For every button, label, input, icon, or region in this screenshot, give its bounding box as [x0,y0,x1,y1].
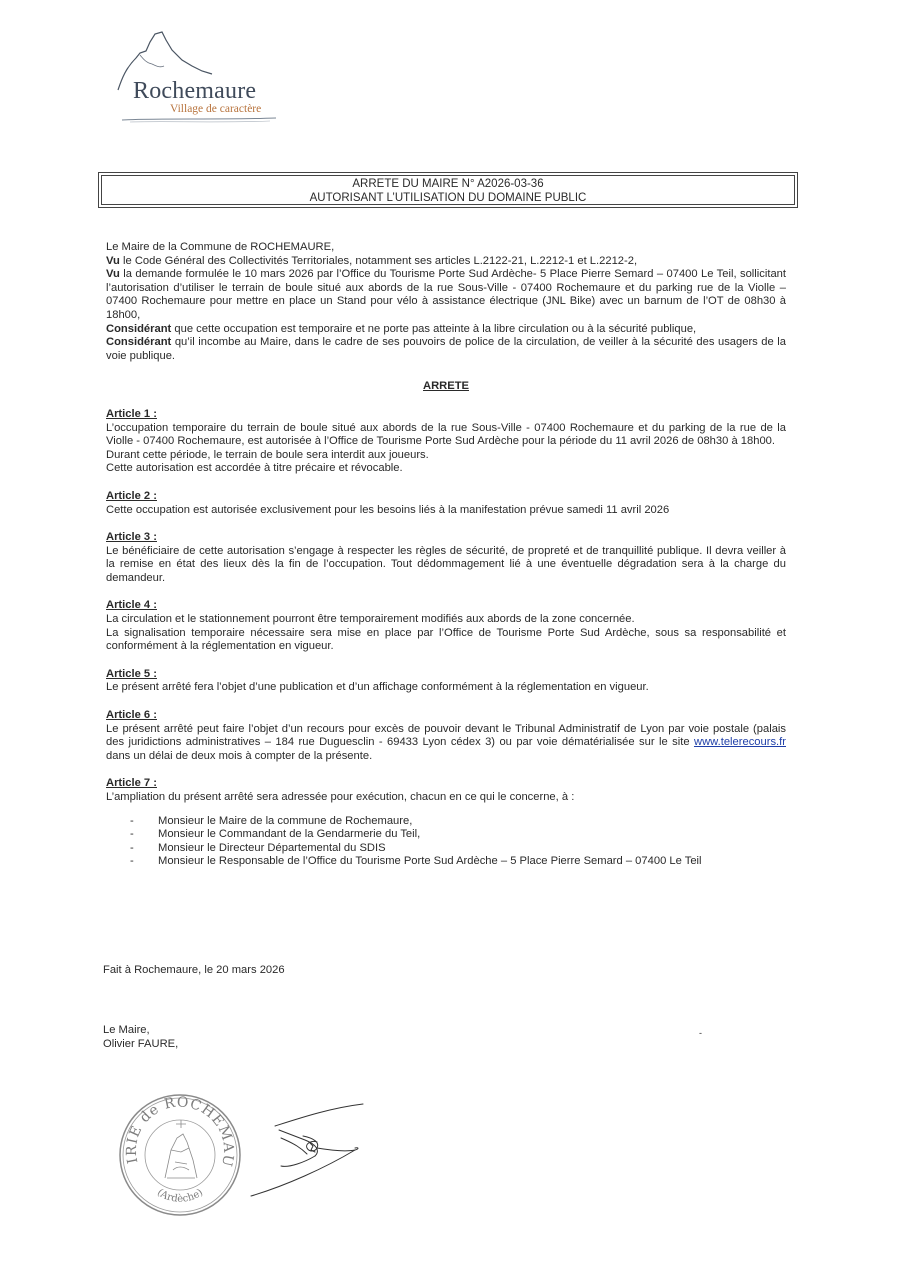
article-text: L’ampliation du présent arrêté sera adressée pour exécution, chacun en ce qui le concerne, à : [106,791,575,803]
preamble-intro: Le Maire de la Commune de ROCHEMAURE, [106,241,335,253]
logo [100,28,300,133]
signatory-name: Olivier FAURE, [103,1037,179,1050]
article-text: La circulation et le stationnement pourront être temporairement modifiés aux abords de la zone concernée. [106,613,635,626]
logo-tagline: Village de caractère [170,103,262,115]
svg-text:MAIRIE de ROCHEMAURE [115,1090,236,1169]
article-text [106,723,786,764]
article-text: L’occupation temporaire du terrain de boule situé aux abords de la rue Sous-Ville - 07400 Rochemaure et du parking de la rue de la Violle - 07400 Rochemaure, est autorisée à l’Office de Tourisme Porte Sud Ardèche pour la période du 11 avril 2026 de 08h30 à 18h00. [106,421,786,448]
article-text: Cette autorisation est accordée à titre précaire et révocable. [106,462,403,475]
recipient-item: - Monsieur le Directeur Départemental du SDIS [106,842,786,856]
arrete-heading: ARRETE [423,380,469,393]
logo-name: Rochemaure [133,78,257,104]
title-inner [101,175,795,205]
preamble-considerant-2 [106,336,786,363]
article-text: Le bénéficiaire de cette autorisation s’engage à respecter les règles de sécurité, de propreté et de tranquillité publique. Il devra veiller à la remise en état des lieux dès la fin de l’occupation. Tout dédommagement lié à une éventuelle dégradation sera à la charge du demandeur. [106,544,786,584]
official-seal [115,1090,245,1220]
article-7 [106,777,786,869]
seal-stamp-icon [115,1090,245,1220]
considerant-label: Considérant [106,336,172,349]
seal-top-text: IRIE de ROCHEMAU [123,1094,237,1169]
vu-label: Vu [106,268,120,281]
considerant-label: Considérant [106,322,172,335]
preamble-vu-2 [106,268,786,322]
recipient-item: - Monsieur le Responsable de l’Office du Tourisme Porte Sud Ardèche – 5 Place Pierre Semard – 07400 Le Teil [106,855,786,869]
decree-number: ARRETE DU MAIRE N° A2026-03-36 [352,178,544,190]
article-text: La signalisation temporaire nécessaire sera mise en place par l’Office de Tourisme Porte Sud Ardèche, sous sa responsabilité et conformément à la réglementation en vigueur. [106,626,786,653]
recipient-item: - Monsieur le Commandant de la Gendarmerie du Teil, [106,828,786,842]
article-text-part: Le présent arrêté peut faire l’objet d’un recours pour excès de pouvoir devant le Tribunal Administratif de Lyon par voie postale (palais des juridictions administratives – 184 rue Duguesclin - 69433 Lyon cédex 3) ou par voie dématérialisée sur le site [106,722,786,749]
stray-mark: - [699,1028,702,1038]
preamble-considerant-1 [106,323,786,337]
article-text-part: dans un délai de deux mois à compter de la présente. [106,749,373,762]
article-text: Durant cette période, le terrain de boule sera interdit aux joueurs. [106,448,429,461]
document-body [106,241,786,869]
decree-subject: AUTORISANT L’UTILISATION DU DOMAINE PUBLIC [309,192,587,204]
considerant-text: qu’il incombe au Maire, dans le cadre de ses pouvoirs de police de la circulation, de veiller à la sécurité des usagers de la voie publique. [106,336,786,362]
article-title: Article 3 : [106,531,157,544]
preamble-vu-1 [106,255,786,269]
vu-text: le Code Général des Collectivités Territoriales, notamment ses articles L.2122-21, L.2212-1 et L.2212-2, [119,254,638,267]
signature-scribble-icon [245,1098,385,1203]
article-3 [106,531,786,585]
recipient-list [106,815,786,869]
signatory-block [103,1024,178,1051]
recipient-item: - Monsieur le Maire de la commune de Rochemaure, [106,815,786,829]
article-title: Article 1 : [106,407,157,420]
article-1 [106,408,786,476]
article-6 [106,709,786,763]
telerecours-link[interactable]: www.telerecours.fr [693,736,786,749]
article-title: Article 4 : [106,599,157,612]
considerant-text: que cette occupation est temporaire et ne porte pas atteinte à la libre circulation ou à la sécurité publique, [171,322,697,335]
article-2 [106,490,786,517]
article-title: Article 2 : [106,489,157,502]
article-title: Article 5 : [106,667,157,680]
article-4 [106,599,786,653]
article-5 [106,668,786,695]
vu-text: la demande formulée le 10 mars 2026 par l’Office du Tourisme Porte Sud Ardèche- 5 Place Pierre Semard – 07400 Le Teil, sollicitant l’autorisation d’utiliser le terrain de boule situé aux abords de la rue Sous-Ville - 07400 Rochemaure et du parking rue de la Violle – 07400 Rochemaure pour mettre en place un Stand pour vélo à assistance électrique (JNL Bike) avec un barnum de l’OT de 08h30 à 18h00, [106,268,786,321]
signature [245,1098,385,1203]
title-box [98,172,798,208]
article-title: Article 7 : [106,777,157,790]
place-date: Fait à Rochemaure, le 20 mars 2026 [103,964,285,976]
article-text: Le présent arrêté fera l’objet d’une publication et d’un affichage conformément à la réglementation en vigueur. [106,681,649,694]
vu-label: Vu [106,254,120,267]
article-title: Article 6 : [106,709,157,722]
seal-bottom-text: (Ardèche) [154,1187,206,1205]
signatory-role: Le Maire, [103,1024,150,1036]
article-text: Cette occupation est autorisée exclusivement pour les besoins liés à la manifestation prévue samedi 11 avril 2026 [106,503,670,516]
